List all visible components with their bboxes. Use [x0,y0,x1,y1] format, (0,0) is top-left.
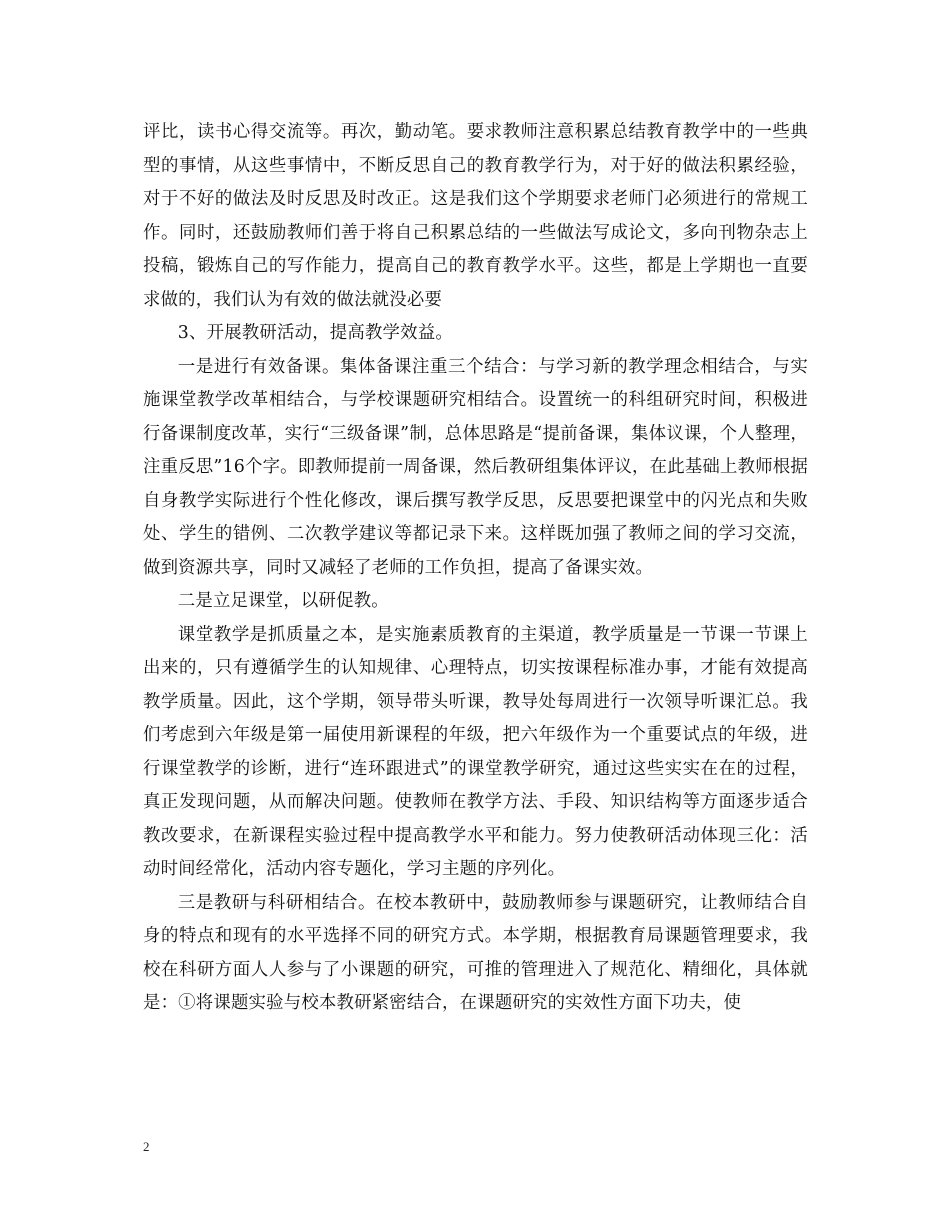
paragraph-5: 课堂教学是抓质量之本，是实施素质教育的主渠道，教学质量是一节课一节课上出来的，只有遵循学生的认知规律、心理特点，切实按课程标准办事，才能有效提高教学质量。因此，这个学期，领导带头听课，教导处每周进行一次领导听课汇总。我们考虑到六年级是第一届使用新课程的年级，把六年级作为一个重要试点的年级，进行课堂教学的诊断，进行“连环跟进式”的课堂教学研究，通过这些实实在在的过程，真正发现问题，从而解决问题。使教师在教学方法、手段、知识结构等方面逐步适合教改要求，在新课程实验过程中提高教学水平和能力。努力使教研活动体现三化：活动时间经常化，活动内容专题化，学习主题的序列化。 [143,624,808,879]
paragraph-6: 三是教研与科研相结合。在校本教研中，鼓励教师参与课题研究，让教师结合自身的特点和现有的水平选择不同的研究方式。本学期，根据教育局课题管理要求，我校在科研方面人人参与了小课题的研究，可推的管理进入了规范化、精细化，具体就是：①将课题实验与校本教研紧密结合，在课题研究的实效性方面下功夫，使 [143,892,808,1013]
paragraph-1: 评比，读书心得交流等。再次，勤动笔。要求教师注意积累总结教育教学中的一些典型的事情，从这些事情中，不断反思自己的教育教学行为，对于好的做法积累经验，对于不好的做法及时反思及时改正。这是我们这个学期要求老师门必须进行的常规工作。同时，还鼓励教师们善于将自己积累总结的一些做法写成论文，多向刊物杂志上投稿，锻炼自己的写作能力，提高自己的教育教学水平。这些，都是上学期也一直要求做的，我们认为有效的做法就没必要 [143,122,808,310]
paragraph-3: 一是进行有效备课。集体备课注重三个结合：与学习新的教学理念相结合，与实施课堂教学改革相结合，与学校课题研究相结合。设置统一的科组研究时间，积极进行备课制度改革，实行“三级备课”制，总体思路是“提前备课，集体议课，个人整理，注重反思”16个字。即教师提前一周备课，然后教研组集体评议，在此基础上教师根据自身教学实际进行个性化修改，课后撰写教学反思，反思要把课堂中的闪光点和失败处、学生的错例、二次教学建议等都记录下来。这样既加强了教师之间的学习交流，做到资源共享，同时又减轻了老师的工作负担，提高了备课实效。 [143,356,808,578]
document-body [143,116,808,1021]
paragraph-4: 二是立足课堂，以研促教。 [177,591,389,611]
paragraph-2-heading: 3、开展教研活动，提高教学效益。 [177,323,453,343]
page-number: 2 [143,1139,150,1154]
